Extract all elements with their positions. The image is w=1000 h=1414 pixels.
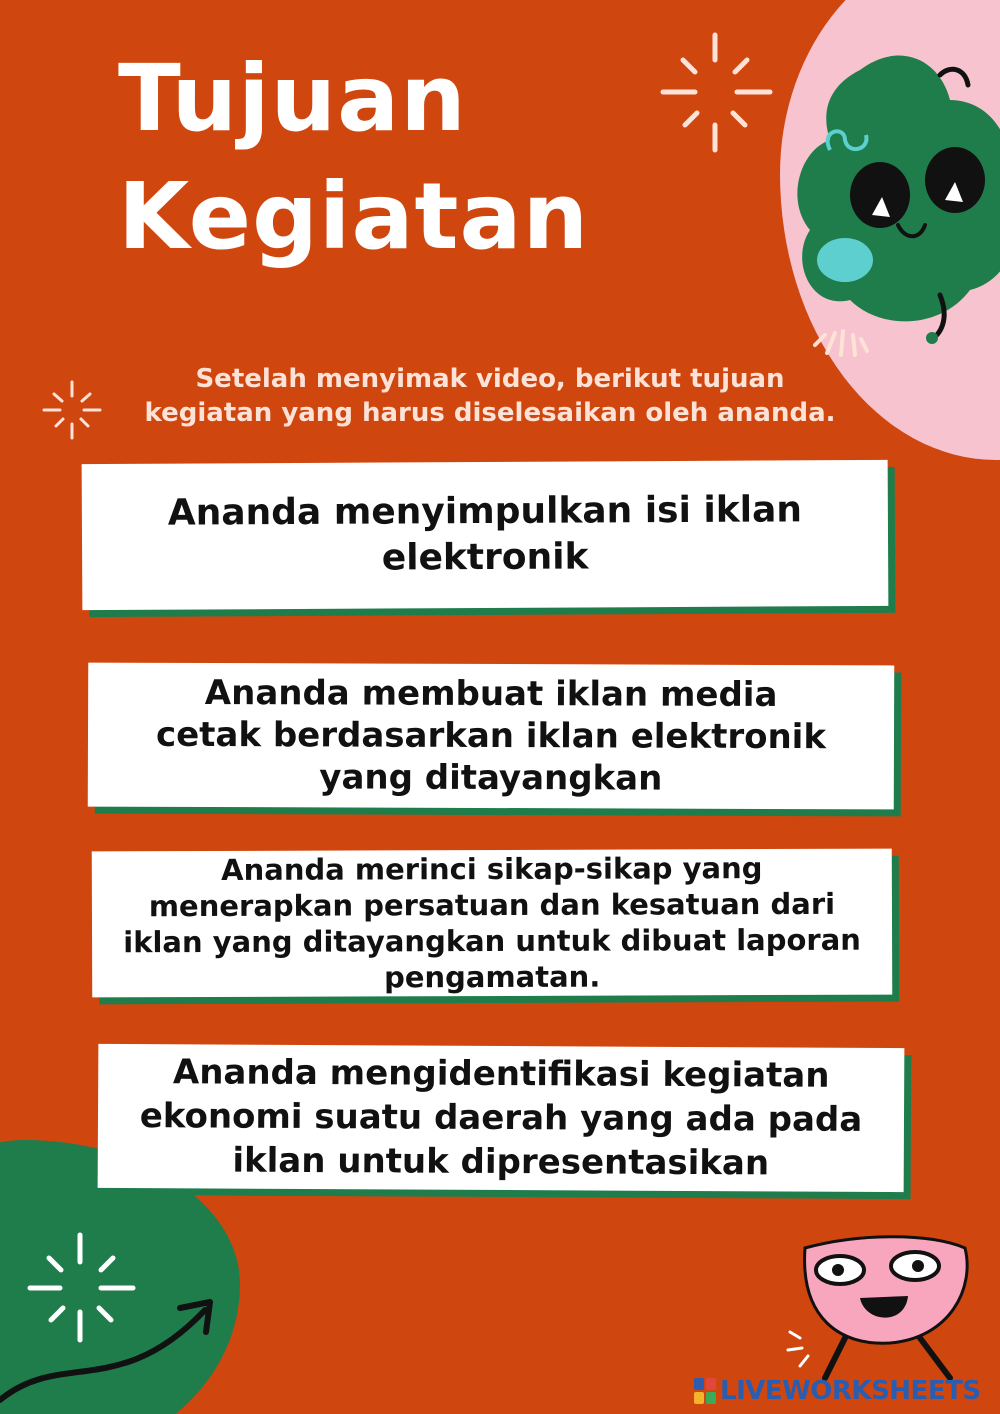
goal-text-2: Ananda membuat iklan media cetak berdasarkan iklan elektronik yang ditayangkan xyxy=(155,673,827,799)
goal-text-3: Ananda merinci sikap-sikap yang menerapkan persatuan dan kesatuan dari iklan yang ditayangkan untuk dibuat laporan pengamatan. xyxy=(123,851,861,995)
curved-arrow-icon xyxy=(0,1290,230,1414)
intro-text xyxy=(100,362,880,430)
goal-text-4: Ananda mengidentifikasi kegiatan ekonomi suatu daerah yang ada pada iklan untuk dipresentasikan xyxy=(139,1052,863,1184)
goal-card-2 xyxy=(88,663,894,810)
pink-blob-character-icon xyxy=(780,1228,980,1388)
watermark-text: LIVEWORKSHEETS xyxy=(720,1376,981,1406)
goal-card-3 xyxy=(92,849,893,998)
liveworksheets-watermark[interactable] xyxy=(694,1376,981,1406)
intro-line-2: kegiatan yang harus diselesaikan oleh ananda. xyxy=(144,398,836,428)
goal-card-4 xyxy=(98,1044,905,1192)
intro-line-1: Setelah menyimak video, berikut tujuan xyxy=(195,364,785,394)
page-title xyxy=(118,40,589,276)
page-title-line-1: Tujuan xyxy=(118,45,467,152)
sparkle-icon xyxy=(40,378,105,443)
liveworksheets-logo-icon xyxy=(694,1378,716,1404)
goal-card-1 xyxy=(82,460,889,610)
page-title-line-2: Kegiatan xyxy=(118,163,590,270)
goal-text-1: Ananda menyimpulkan isi iklan elektronik xyxy=(167,489,803,579)
sparkle-icon xyxy=(805,305,875,365)
sparkle-icon xyxy=(655,30,775,160)
